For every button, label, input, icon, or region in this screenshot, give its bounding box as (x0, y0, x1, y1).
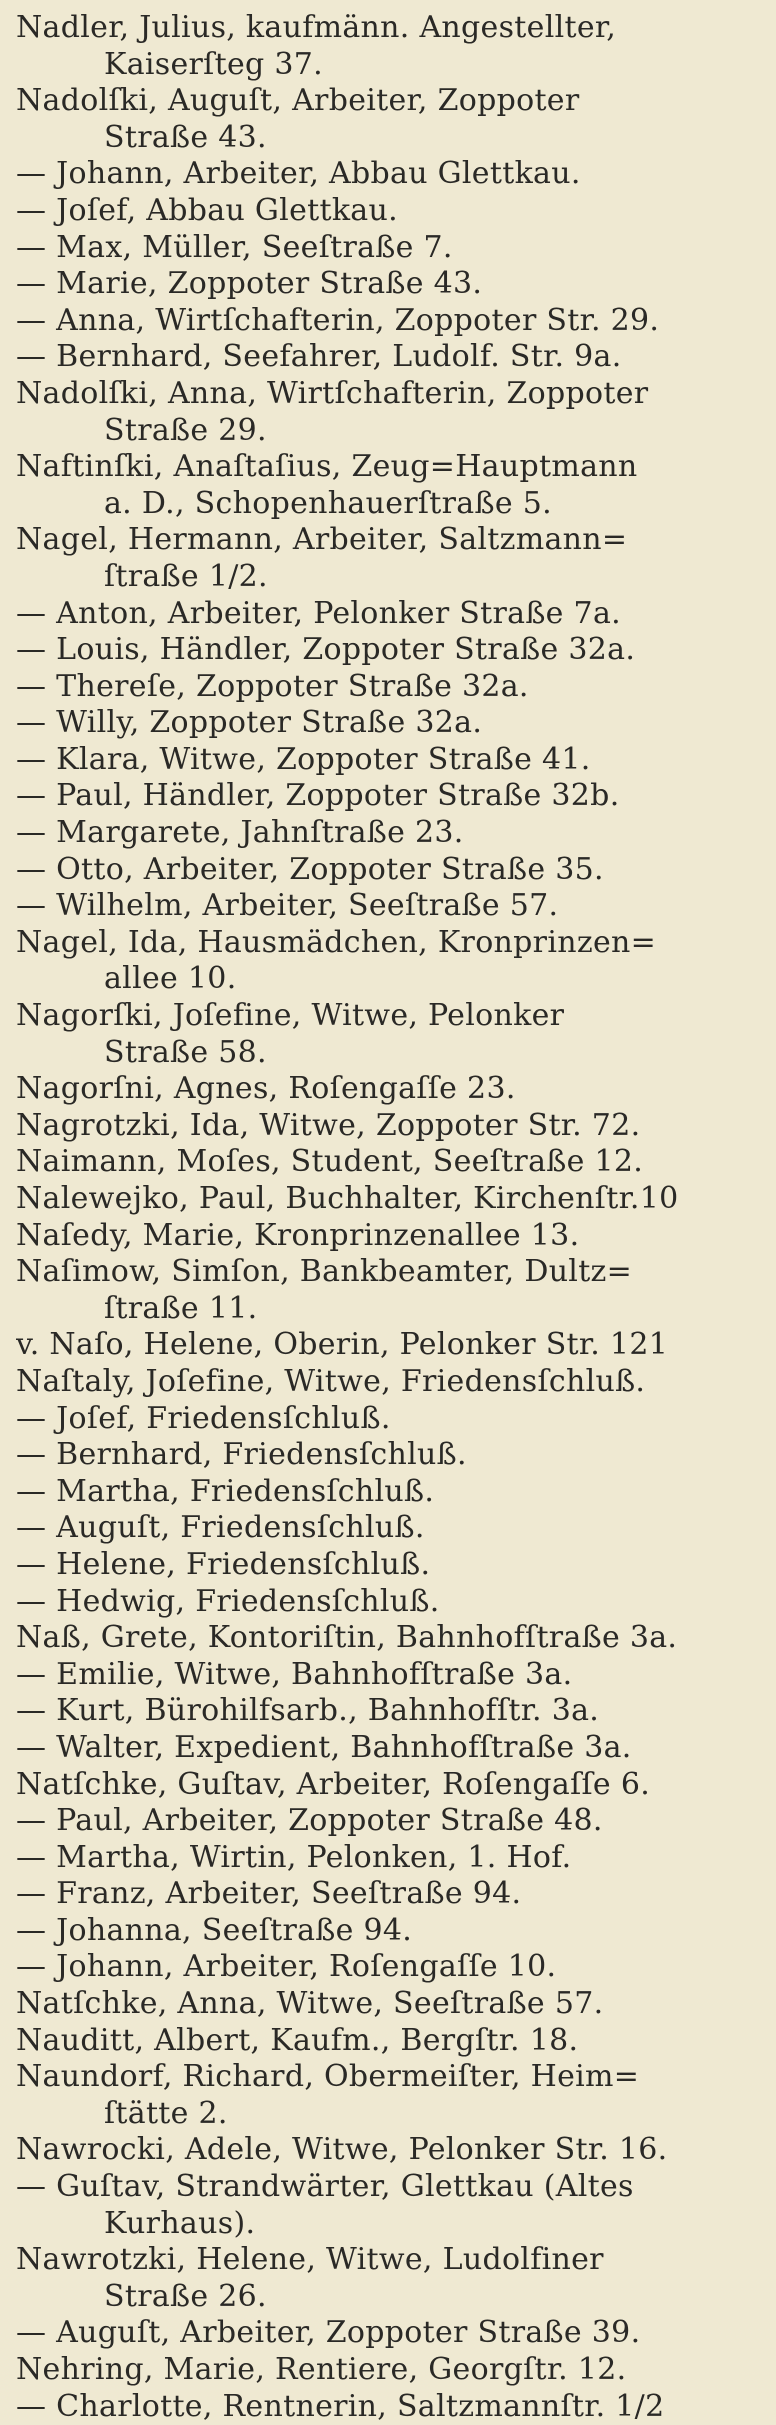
entry-line: — Kurt, Bürohilfsarb., Bahnhofſtr. 3a. (16, 1693, 600, 1729)
directory-entry (16, 998, 762, 1071)
directory-entry (16, 156, 762, 193)
directory-entry (16, 303, 762, 340)
entry-continuation-line: ſtätte 2. (104, 2095, 228, 2131)
directory-entry (16, 596, 762, 633)
directory-entry (16, 10, 762, 83)
directory-entry (16, 1327, 762, 1364)
entry-line: Nagorſni, Agnes, Roſengaſſe 23. (16, 1071, 516, 1107)
entry-continuation-line: ſtraße 11. (104, 1290, 258, 1326)
directory-entry (16, 669, 762, 706)
entry-line: — Willy, Zoppoter Straße 32a. (16, 705, 483, 741)
entry-line: — Walter, Expedient, Bahnhofſtraße 3a. (16, 1729, 632, 1765)
entry-line: Nalewejko, Paul, Buchhalter, Kirchenſtr.10 (16, 1181, 679, 1216)
entry-line: — Charlotte, Rentnerin, Saltzmannſtr. 1/2 (16, 2388, 665, 2424)
directory-entry (16, 266, 762, 303)
entry-line: Nehring, Marie, Rentiere, Georgſtr. 12. (16, 2352, 627, 2387)
directory-entry (16, 1730, 762, 1767)
entry-line: — Max, Müller, Seeſtraße 7. (16, 229, 453, 265)
entry-line: — Johann, Arbeiter, Roſengaſſe 10. (16, 1949, 557, 1985)
entry-line: Nadolſki, Anna, Wirtſchafterin, Zoppoter (16, 375, 649, 411)
entry-line: — Helene, Friedensſchluß. (16, 1546, 431, 1582)
entry-line: Naimann, Moſes, Student, Seeſtraße 12. (16, 1144, 644, 1180)
entry-continuation-line: Straße 29. (104, 412, 267, 448)
entry-line: Natſchke, Guſtav, Arbeiter, Roſengaſſe 6. (16, 1766, 651, 1802)
directory-entry (16, 2132, 762, 2169)
directory-entry (16, 632, 762, 669)
directory-entry (16, 2352, 762, 2389)
entry-line: Naundorf, Richard, Obermeiſter, Heim= (16, 2059, 640, 2095)
directory-entry (16, 1913, 762, 1950)
directory-entry (16, 522, 762, 595)
directory-entry (16, 852, 762, 889)
directory-entry (16, 1181, 762, 1218)
entry-line: — Guſtav, Strandwärter, Glettkau (Altes (16, 2169, 634, 2205)
directory-entry (16, 1474, 762, 1511)
entry-line: — Emilie, Witwe, Bahnhofſtraße 3a. (16, 1656, 573, 1692)
entry-line: — Otto, Arbeiter, Zoppoter Straße 35. (16, 851, 604, 887)
entry-line: — Johanna, Seeſtraße 94. (16, 1912, 413, 1948)
directory-entry (16, 1803, 762, 1840)
directory-entry (16, 1510, 762, 1547)
entry-line: — Bernhard, Seefahrer, Ludolf. Str. 9a. (16, 339, 622, 375)
entry-line: Nadler, Julius, kaufmänn. Angestellter, (16, 10, 617, 45)
directory-entry (16, 815, 762, 852)
directory-entry (16, 742, 762, 779)
directory-entry (16, 2315, 762, 2352)
directory-entry (16, 1071, 762, 1108)
directory-entry (16, 1254, 762, 1327)
directory-entry (16, 339, 762, 376)
directory-entry (16, 1437, 762, 1474)
entry-line: — Margarete, Jahnſtraße 23. (16, 815, 464, 851)
directory-entry (16, 1218, 762, 1255)
entry-line: — Franz, Arbeiter, Seeſtraße 94. (16, 1876, 522, 1912)
entry-line: Nawrocki, Adele, Witwe, Pelonker Str. 16. (16, 2132, 668, 2168)
entry-line: — Paul, Arbeiter, Zoppoter Straße 48. (16, 1803, 603, 1839)
directory-entry (16, 925, 762, 998)
entry-line: — Auguſt, Friedensſchluß. (16, 1510, 425, 1546)
directory-entry (16, 2023, 762, 2060)
entry-line: — Johann, Arbeiter, Abbau Glettkau. (16, 156, 581, 192)
entry-line: — Thereſe, Zoppoter Straße 32a. (16, 668, 529, 704)
entry-line: — Martha, Friedensſchluß. (16, 1473, 435, 1509)
entry-line: v. Naſo, Helene, Oberin, Pelonker Str. 121 (16, 1327, 669, 1363)
entry-line: — Hedwig, Friedensſchluß. (16, 1583, 440, 1619)
directory-entry (16, 1108, 762, 1145)
entry-line: — Martha, Wirtin, Pelonken, 1. Hof. (16, 1839, 572, 1875)
entry-line: Natſchke, Anna, Witwe, Seeſtraße 57. (16, 1986, 604, 2022)
entry-line: — Paul, Händler, Zoppoter Straße 32b. (16, 778, 620, 814)
entry-line: — Anna, Wirtſchafterin, Zoppoter Str. 29. (16, 302, 660, 338)
directory-entry (16, 1620, 762, 1657)
directory-entry (16, 1547, 762, 1584)
directory-entry (16, 376, 762, 449)
entry-line: Nagel, Ida, Hausmädchen, Kronprinzen= (16, 924, 657, 960)
entry-continuation-line: Kurhaus). (104, 2205, 256, 2241)
entry-line: — Louis, Händler, Zoppoter Straße 32a. (16, 632, 636, 668)
entry-line: Naſtaly, Joſefine, Witwe, Friedensſchluß. (16, 1363, 646, 1399)
entry-line: Nawrotzki, Helene, Witwe, Ludolfiner (16, 2242, 604, 2278)
entry-line: — Klara, Witwe, Zoppoter Straße 41. (16, 741, 591, 777)
directory-entry (16, 1364, 762, 1401)
entry-continuation-line: Kaiserſteg 37. (104, 46, 323, 82)
entry-continuation-line: Straße 58. (104, 1034, 267, 1070)
directory-entry (16, 83, 762, 156)
directory-entry (16, 1986, 762, 2023)
directory-entry (16, 1767, 762, 1804)
directory-entry (16, 1840, 762, 1877)
entry-line: — Joſef, Abbau Glettkau. (16, 192, 398, 228)
entry-line: Nagrotzki, Ida, Witwe, Zoppoter Str. 72. (16, 1107, 641, 1143)
directory-entry (16, 230, 762, 267)
directory-entry (16, 2242, 762, 2315)
directory-entry (16, 1401, 762, 1438)
directory-entry (16, 1949, 762, 1986)
entry-line: Nadolſki, Auguſt, Arbeiter, Zoppoter (16, 83, 580, 119)
entry-continuation-line: allee 10. (104, 961, 237, 997)
directory-entry (16, 1876, 762, 1913)
entry-continuation-line: ſtraße 1/2. (104, 558, 268, 594)
entry-line: — Joſef, Friedensſchluß. (16, 1400, 391, 1436)
entry-line: Nagorſki, Joſefine, Witwe, Pelonker (16, 998, 565, 1034)
directory-entry (16, 1584, 762, 1621)
entry-continuation-line: a. D., Schopenhauerſtraße 5. (104, 485, 552, 521)
entry-line: — Marie, Zoppoter Straße 43. (16, 266, 483, 302)
directory-entry (16, 1693, 762, 1730)
directory-entry (16, 2169, 762, 2242)
directory-entry (16, 778, 762, 815)
entry-line: Naß, Grete, Kontoriſtin, Bahnhofſtraße 3a. (16, 1620, 678, 1656)
entry-line: — Bernhard, Friedensſchluß. (16, 1437, 467, 1473)
entry-continuation-line: Straße 43. (104, 119, 267, 155)
entry-line: — Auguſt, Arbeiter, Zoppoter Straße 39. (16, 2315, 641, 2351)
directory-entry (16, 1657, 762, 1694)
directory-entry (16, 888, 762, 925)
directory-entry (16, 193, 762, 230)
directory-entry (16, 705, 762, 742)
entry-line: — Wilhelm, Arbeiter, Seeſtraße 57. (16, 888, 559, 924)
directory-entry (16, 2059, 762, 2132)
entry-line: Naſimow, Simſon, Bankbeamter, Dultz= (16, 1254, 633, 1290)
directory-entry (16, 1144, 762, 1181)
directory-entry (16, 449, 762, 522)
entry-line: Naſedy, Marie, Kronprinzenallee 13. (16, 1217, 580, 1253)
directory-entry (16, 2389, 762, 2425)
entry-line: Nagel, Hermann, Arbeiter, Saltzmann= (16, 522, 628, 558)
entry-continuation-line: Straße 26. (104, 2278, 267, 2314)
entry-line: — Anton, Arbeiter, Pelonker Straße 7a. (16, 595, 621, 631)
entry-line: Naftinſki, Anaſtaſius, Zeug=Hauptmann (16, 449, 638, 485)
entry-line: Nauditt, Albert, Kaufm., Bergſtr. 18. (16, 2022, 579, 2058)
